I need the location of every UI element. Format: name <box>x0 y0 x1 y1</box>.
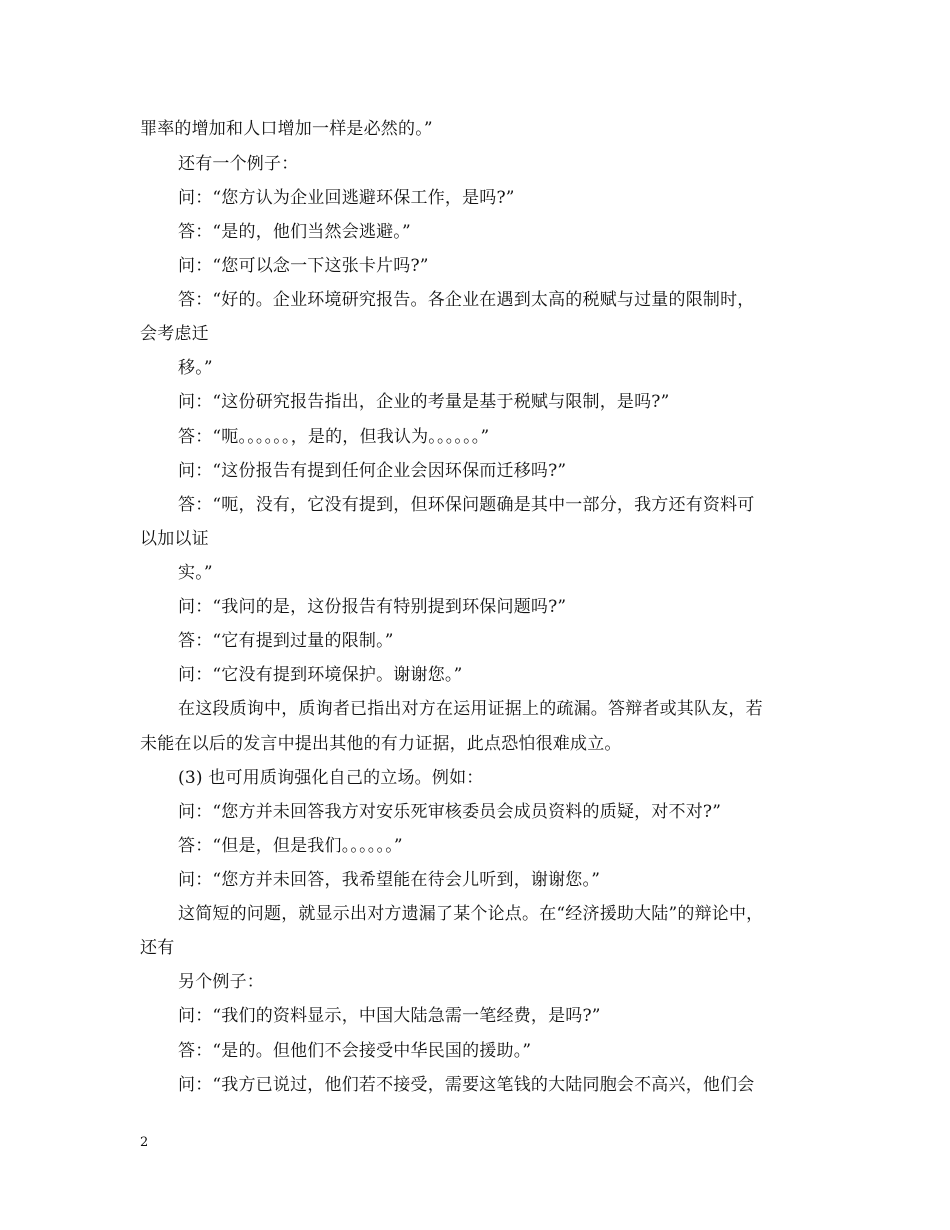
text-line: 还有一个例子： <box>178 154 299 174</box>
text-line: 问：“这份报告有提到任何企业会因环保而迁移吗?” <box>178 461 567 481</box>
text-line: 这简短的问题，就显示出对方遗漏了某个论点。在“经济援助大陆”的辩论中， <box>178 904 764 924</box>
text-line: 答：“它有提到过量的限制。” <box>178 631 394 651</box>
text-line: 答：“是的。但他们不会接受中华民国的援助。” <box>178 1041 532 1061</box>
text-line: 答：“好的。企业环境研究报告。各企业在遇到太高的税赋与过量的限制时， <box>178 290 755 310</box>
text-line: 答：“是的，他们当然会逃避。” <box>178 222 411 242</box>
text-line: 在这段质询中，质询者已指出对方在运用证据上的疏漏。答辩者或其队友，若 <box>178 699 763 719</box>
text-line: 问：“这份研究报告指出，企业的考量是基于税赋与限制，是吗?” <box>178 392 670 412</box>
text-line: 问：“我们的资料显示，中国大陆急需一笔经费，是吗?” <box>178 1006 601 1026</box>
text-line: 另个例子： <box>178 972 264 992</box>
text-line: 问：“它没有提到环境保护。谢谢您。” <box>178 665 463 685</box>
text-line: 会考虑迁 <box>140 324 209 344</box>
text-line: 罪率的增加和人口增加一样是必然的。” <box>140 119 433 139</box>
text-line: 以加以证 <box>140 529 209 549</box>
text-line: (3) 也可用质询强化自己的立场。例如： <box>178 768 484 788</box>
text-line: 实。” <box>178 563 213 583</box>
text-line: 问：“您可以念一下这张卡片吗?” <box>178 256 429 276</box>
text-line: 未能在以后的发言中提出其他的有力证据，此点恐怕很难成立。 <box>140 734 622 754</box>
text-line: 问：“我方已说过，他们若不接受，需要这笔钱的大陆同胞会不高兴，他们会 <box>178 1075 755 1095</box>
text-line: 问：“您方认为企业回逃避环保工作，是吗?” <box>178 188 515 208</box>
text-line: 问：“您方并未回答我方对安乐死审核委员会成员资料的质疑，对不对?” <box>178 802 722 822</box>
text-line: 答：“呃。。。。。。，是的，但我认为。。。。。。” <box>178 427 490 447</box>
text-line: 问：“您方并未回答，我希望能在待会儿听到，谢谢您。” <box>178 870 601 890</box>
text-line: 移。” <box>178 358 213 378</box>
text-line: 答：“但是，但是我们。。。。。。” <box>178 836 403 856</box>
text-line: 答：“呃，没有，它没有提到，但环保问题确是其中一部分，我方还有资料可 <box>178 495 755 515</box>
text-line: 问：“我问的是，这份报告有特别提到环保问题吗?” <box>178 597 567 617</box>
page-number: 2 <box>140 1135 149 1150</box>
text-line: 还有 <box>140 938 175 958</box>
